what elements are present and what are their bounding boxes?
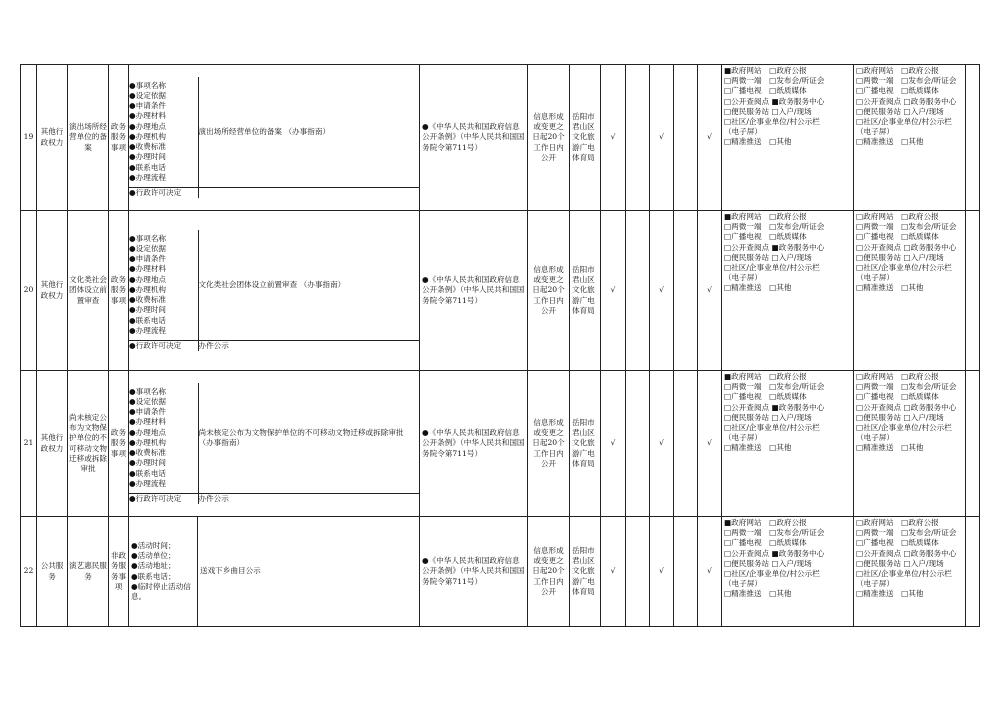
decision-label: ●行政许可决定: [129, 341, 198, 352]
activity-item: ●活动地址；: [131, 561, 176, 571]
subject-item: ●办理材料: [129, 264, 167, 274]
subject-item: ●联系电话: [129, 468, 167, 478]
empty-cell: [674, 211, 698, 371]
content-subtable: [129, 230, 419, 352]
subject-item: ●设定依据: [129, 244, 167, 254]
type-cell: 政务服务事项: [109, 371, 129, 517]
subject-item: ●办理材料: [129, 111, 167, 121]
subject-item: ●设定依据: [129, 397, 167, 407]
time-limit-cell: 信息形成或变更之日起20个工作日内公开: [528, 517, 570, 627]
channels-right: □政府网站 □政府公报 □两微一端 □发布会/听证会 □广播电视 □纸质媒体 □公开查阅点 □政务服务中心 □便民服务站 □入户/现场 □社区/企事业单位/村公示栏 （电子屏） □精准推送 □其他: [854, 65, 966, 211]
subject-item: ●收费标准: [129, 142, 167, 152]
disclosure-table: [20, 64, 980, 627]
decision-content: 办件公示: [198, 341, 229, 351]
subject-item: ●办理地点: [129, 274, 167, 284]
subject-item: ●申请条件: [129, 254, 167, 264]
table-row: [21, 211, 980, 371]
empty-cell: [626, 371, 650, 517]
activity-item: ●活动单位；: [131, 551, 176, 561]
channels-right: □政府网站 □政府公报 □两微一端 □发布会/听证会 □广播电视 □纸质媒体 □公开查阅点 □政务服务中心 □便民服务站 □入户/现场 □社区/企事业单位/村公示栏 （电子屏） □精准推送 □其他: [854, 211, 966, 371]
content-subtable: [129, 77, 419, 199]
row-number: 21: [21, 371, 37, 517]
type-cell: 非政务服务事项: [109, 517, 129, 627]
subject-item: ●办理流程: [129, 172, 167, 182]
row-number: 20: [21, 211, 37, 371]
subject-list: [129, 230, 198, 341]
channels-right: □政府网站 □政府公报 □两微一端 □发布会/听证会 □广播电视 □纸质媒体 □公开查阅点 □政务服务中心 □便民服务站 □入户/现场 □社区/企事业单位/村公示栏 （电子屏） □精准推送 □其他: [854, 371, 966, 517]
empty-cell: [626, 517, 650, 627]
type-cell: 政务服务事项: [109, 65, 129, 211]
subject-item: ●办理材料: [129, 417, 167, 427]
department-cell: 岳阳市君山区文化旅游广电体育局: [570, 211, 601, 371]
decision-content: 办件公示: [198, 494, 229, 504]
check-mark: √: [698, 371, 722, 517]
channels-left: ■政府网站 □政府公报 □两微一端 □发布会/听证会 □广播电视 □纸质媒体 □公开查阅点 ■政务服务中心 □便民服务站 □入户/现场 □社区/企事业单位/村公示栏 （电子屏） □精准推送 □其他: [722, 65, 854, 211]
subject-item: ●办理机构: [129, 437, 167, 447]
basis-cell: ●《中华人民共和国政府信息公开条例》（中华人民共和国国务院令第711号）: [420, 371, 528, 517]
time-limit-cell: 信息形成或变更之日起20个工作日内公开: [528, 211, 570, 371]
empty-cell: [674, 517, 698, 627]
activity-list: [129, 517, 198, 627]
content-text: 文化类社会团体设立前置审查 （办事指南）: [198, 230, 419, 341]
empty-cell: [966, 517, 980, 627]
item-cell: 文化类社会团体设立前置审查: [68, 211, 109, 371]
department-cell: 岳阳市君山区文化旅游广电体育局: [570, 517, 601, 627]
row-number: 19: [21, 65, 37, 211]
activity-item: ●联系电话；: [131, 571, 176, 581]
empty-cell: [966, 65, 980, 211]
content-text: 演出场所经营单位的备案 （办事指南）: [198, 77, 419, 188]
time-limit-cell: 信息形成或变更之日起20个工作日内公开: [528, 371, 570, 517]
activity-item: ●临时停止活动信息。: [131, 581, 191, 601]
category-cell: 其他行政权力: [37, 371, 68, 517]
check-mark: √: [601, 517, 626, 627]
basis-cell: ●《中华人民共和国政府信息公开条例》（中华人民共和国国务院令第711号）: [420, 211, 528, 371]
item-cell: 尚未核定公布为文物保护单位的不可移动文物迁移或拆除审批: [68, 371, 109, 517]
category-cell: 其他行政权力: [37, 65, 68, 211]
check-mark: √: [650, 517, 674, 627]
content-cell: [129, 371, 420, 517]
department-cell: 岳阳市君山区文化旅游广电体育局: [570, 65, 601, 211]
decision-content: [198, 188, 419, 199]
subject-item: ●办理机构: [129, 284, 167, 294]
subject-list: [129, 383, 198, 494]
check-mark: √: [601, 211, 626, 371]
subject-item: ●设定依据: [129, 91, 167, 101]
basis-cell: ●《中华人民共和国政府信息公开条例》（中华人民共和国国务院令第711号）: [420, 65, 528, 211]
subject-item: ●申请条件: [129, 101, 167, 111]
row-number: 22: [21, 517, 37, 627]
channels-right: □政府网站 □政府公报 □两微一端 □发布会/听证会 □广播电视 □纸质媒体 □公开查阅点 □政务服务中心 □便民服务站 □入户/现场 □社区/企事业单位/村公示栏 （电子屏） □精准推送 □其他: [854, 517, 966, 627]
table-row: [21, 65, 980, 211]
subject-item: ●事项名称: [129, 386, 167, 396]
activity-item: ●活动时间；: [131, 540, 176, 550]
empty-cell: [966, 371, 980, 517]
category-cell: 公共服务: [37, 517, 68, 627]
subject-item: ●事项名称: [129, 80, 167, 90]
department-cell: 岳阳市君山区文化旅游广电体育局: [570, 371, 601, 517]
decision-label: ●行政许可决定: [129, 494, 198, 505]
empty-cell: [626, 65, 650, 211]
channels-left: ■政府网站 □政府公报 □两微一端 □发布会/听证会 □广播电视 □纸质媒体 □公开查阅点 ■政务服务中心 □便民服务站 □入户/现场 □社区/企事业单位/村公示栏 （电子屏） □精准推送 □其他: [722, 211, 854, 371]
content-text: 尚未核定公布为文物保护单位的不可移动文物迁移或拆除审批 （办事指南）: [198, 383, 419, 494]
subject-item: ●联系电话: [129, 315, 167, 325]
basis-cell: ●《中华人民共和国政府信息公开条例》（中华人民共和国国务院令第711号）: [420, 517, 528, 627]
table-row: [21, 517, 980, 627]
check-mark: √: [698, 517, 722, 627]
subject-list: [129, 77, 198, 188]
empty-cell: [674, 65, 698, 211]
table-row: [21, 371, 980, 517]
empty-cell: [626, 211, 650, 371]
subject-item: ●申请条件: [129, 407, 167, 417]
check-mark: √: [650, 65, 674, 211]
content-subtable: [129, 383, 419, 505]
channels-left: ■政府网站 □政府公报 □两微一端 □发布会/听证会 □广播电视 □纸质媒体 □公开查阅点 ■政务服务中心 □便民服务站 □入户/现场 □社区/企事业单位/村公示栏 （电子屏） □精准推送 □其他: [722, 371, 854, 517]
subject-item: ●收费标准: [129, 448, 167, 458]
check-mark: √: [698, 65, 722, 211]
check-mark: √: [698, 211, 722, 371]
subject-item: ●办理地点: [129, 427, 167, 437]
subject-item: ●办理时间: [129, 458, 167, 468]
subject-item: ●联系电话: [129, 162, 167, 172]
subject-item: ●事项名称: [129, 233, 167, 243]
content-text: 送戏下乡曲目公示: [198, 517, 420, 627]
content-cell: [129, 65, 420, 211]
empty-cell: [966, 211, 980, 371]
type-cell: 政务服务事项: [109, 211, 129, 371]
subject-item: ●办理流程: [129, 478, 167, 488]
decision-label: ●行政许可决定: [129, 188, 198, 199]
check-mark: √: [601, 65, 626, 211]
subject-item: ●办理时间: [129, 305, 167, 315]
subject-item: ●办理流程: [129, 325, 167, 335]
check-mark: √: [650, 371, 674, 517]
category-cell: 其他行政权力: [37, 211, 68, 371]
channels-left: ■政府网站 □政府公报 □两微一端 □发布会/听证会 □广播电视 □纸质媒体 □公开查阅点 ■政务服务中心 □便民服务站 □入户/现场 □社区/企事业单位/村公示栏 （电子屏） □精准推送 □其他: [722, 517, 854, 627]
empty-cell: [674, 371, 698, 517]
subject-item: ●收费标准: [129, 295, 167, 305]
item-cell: 演出场所经营单位的备案: [68, 65, 109, 211]
subject-item: ●办理地点: [129, 121, 167, 131]
check-mark: √: [601, 371, 626, 517]
subject-item: ●办理时间: [129, 152, 167, 162]
check-mark: √: [650, 211, 674, 371]
time-limit-cell: 信息形成或变更之日起20个工作日内公开: [528, 65, 570, 211]
subject-item: ●办理机构: [129, 131, 167, 141]
content-cell: [129, 211, 420, 371]
item-cell: 演艺惠民服务: [68, 517, 109, 627]
